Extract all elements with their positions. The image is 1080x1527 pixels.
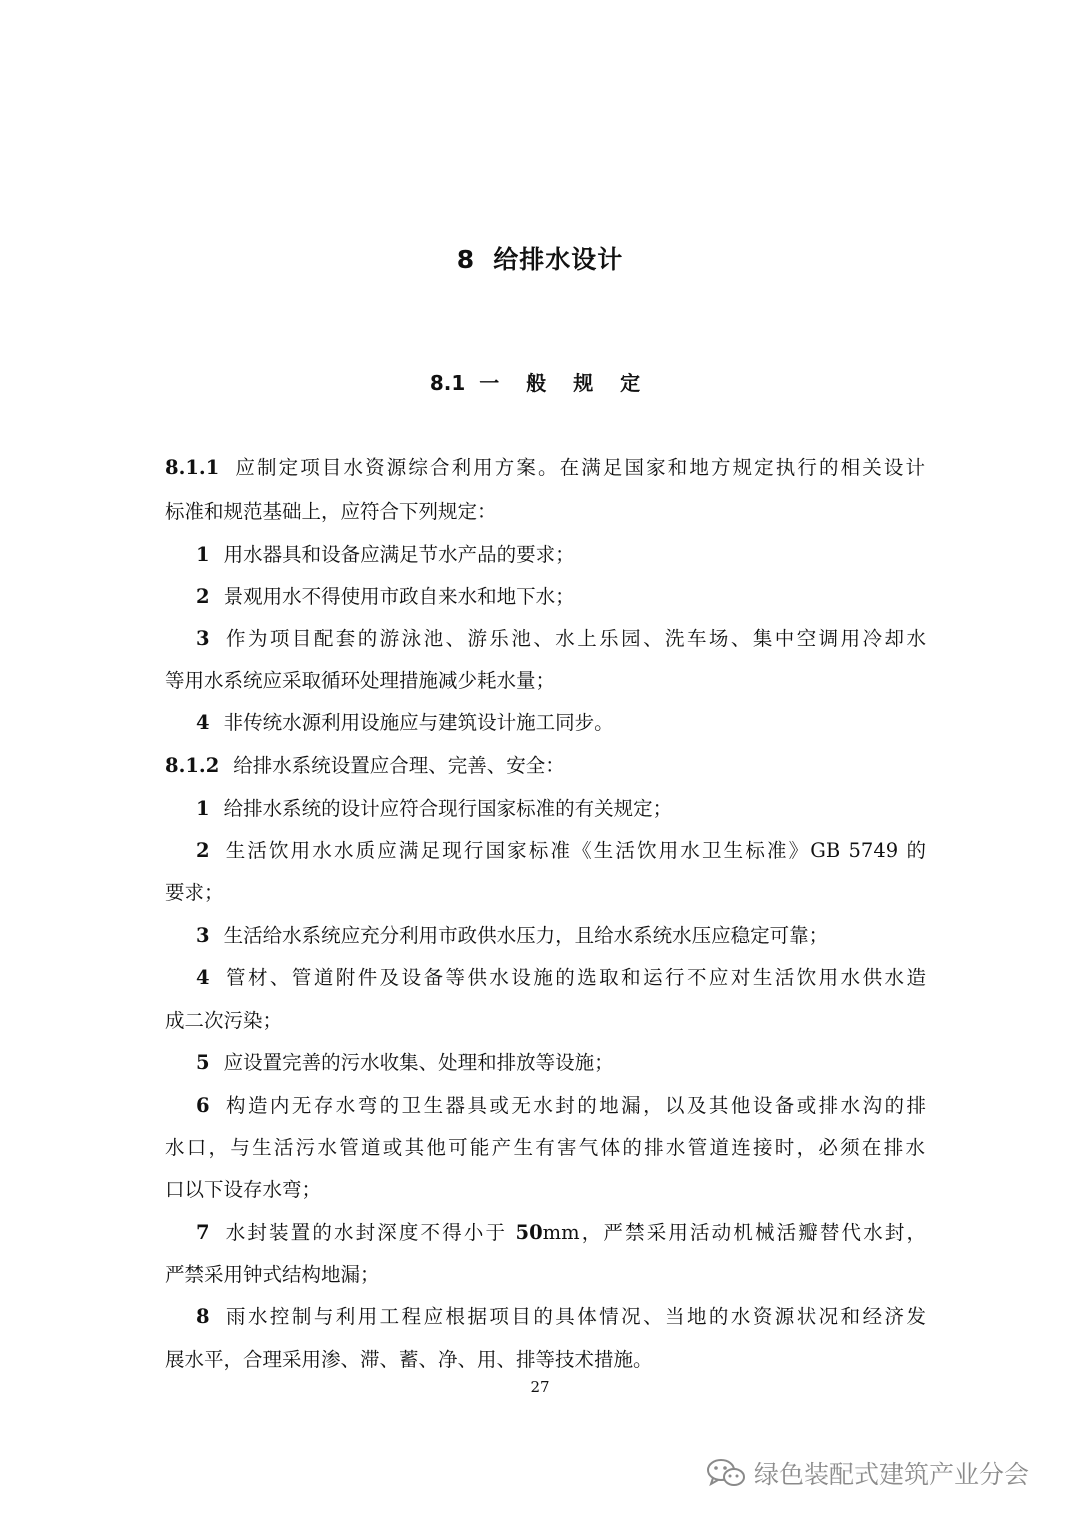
- clause-8-1-2-item-6-cont-2: 口以下设存水弯；: [165, 1178, 322, 1201]
- clause-8-1-2-item-5: 5 应设置完善的污水收集、处理和排放等设施；: [196, 1051, 614, 1074]
- section-title: [0, 367, 1080, 396]
- clause-8-1-2-item-1: 1 给排水系统的设计应符合现行国家标准的有关规定；: [196, 797, 673, 820]
- clause-8-1-2-item-8: 8 雨水控制与利用工程应根据项目的具体情况、当地的水资源状况和经济发: [196, 1305, 926, 1328]
- wechat-icon: [706, 1458, 746, 1488]
- section-number: 8.1: [429, 371, 466, 395]
- clause-8-1-2-item-4-cont: 成二次污染；: [165, 1009, 283, 1032]
- clause-8-1-1-item-3-cont: 等用水系统应采取循环处理措施减少耗水量；: [165, 669, 556, 692]
- seal-depth-value: 50: [515, 1221, 543, 1244]
- page-number: 27: [530, 1378, 550, 1396]
- chapter-title: [0, 240, 1080, 276]
- clause-8-1-2-line-1: 8.1.2 给排水系统设置应合理、完善、安全：: [165, 754, 565, 777]
- watermark: [706, 1455, 1029, 1491]
- clause-8-1-1-item-1: 1 用水器具和设备应满足节水产品的要求；: [196, 543, 575, 566]
- clause-8-1-2-item-7-cont: 严禁采用钟式结构地漏；: [165, 1263, 380, 1286]
- clause-8-1-2-item-2-cont: 要求；: [165, 881, 224, 904]
- clause-8-1-2-item-6: 6 构造内无存水弯的卫生器具或无水封的地漏，以及其他设备或排水沟的排: [196, 1094, 926, 1117]
- clause-8-1-2-item-2: 2 生活饮用水水质应满足现行国家标准《生活饮用水卫生标准》GB 5749 的: [196, 839, 926, 862]
- clause-8-1-2-item-4: 4 管材、管道附件及设备等供水设施的选取和运行不应对生活饮用水供水造: [196, 966, 926, 989]
- section-title-text: 一 般 规 定: [479, 371, 651, 395]
- clause-8-1-1-line-2: 标准和规范基础上，应符合下列规定：: [165, 500, 497, 523]
- clause-8-1-2-item-6-cont-1: 水口，与生活污水管道或其他可能产生有害气体的排水管道连接时，必须在排水: [165, 1136, 925, 1159]
- clause-8-1-1-item-3: 3 作为项目配套的游泳池、游乐池、水上乐园、洗车场、集中空调用冷却水: [196, 627, 926, 650]
- chapter-number: 8: [456, 245, 476, 274]
- clause-8-1-1-item-4: 4 非传统水源利用设施应与建筑设计施工同步。: [196, 711, 614, 734]
- clause-8-1-1-item-2: 2 景观用水不得使用市政自来水和地下水；: [196, 585, 575, 608]
- clause-8-1-1-line-1: 8.1.1 应制定项目水资源综合利用方案。在满足国家和地方规定执行的相关设计: [165, 456, 925, 479]
- clause-8-1-2-item-8-cont: 展水平，合理采用渗、滞、蓄、净、用、排等技术措施。: [165, 1348, 653, 1371]
- chapter-title-text: 给排水设计: [493, 245, 624, 274]
- clause-8-1-2-item-7: 7 水封装置的水封深度不得小于 50mm，严禁采用活动机械活瓣替代水封，: [196, 1221, 926, 1244]
- clause-8-1-2-item-3: 3 生活给水系统应充分利用市政供水压力，且给水系统水压应稳定可靠；: [196, 924, 829, 947]
- clause-number: 8.1.1: [165, 456, 220, 479]
- clause-number: 8.1.2: [165, 754, 220, 777]
- watermark-text: 绿色装配式建筑产业分会: [754, 1460, 1030, 1489]
